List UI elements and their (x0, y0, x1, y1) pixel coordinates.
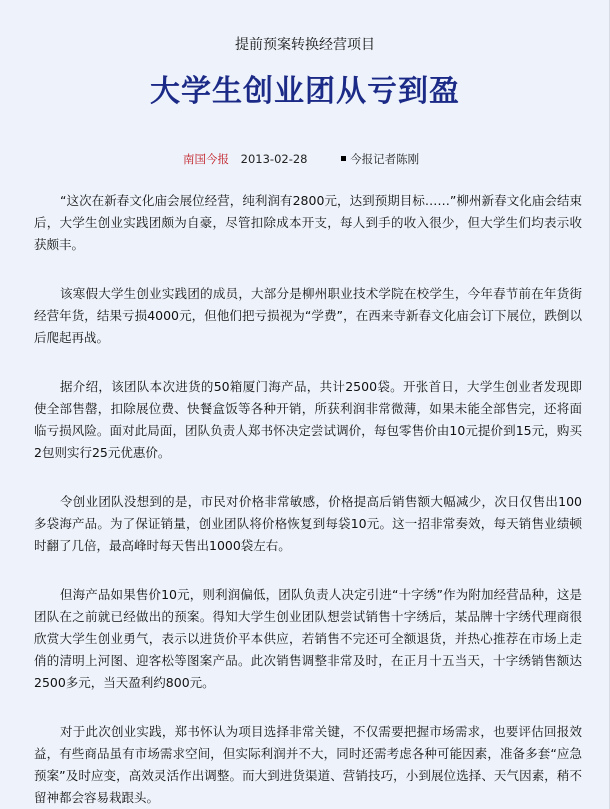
article-paragraph: 对于此次创业实践，郑书怀认为项目选择非常关键，不仅需要把握市场需求，也要评估回报效益，有些商品虽有市场需求空间，但实际利润并不大，同时还需考虑各种可能因素，准备多套“应急预案”及时应变，高效灵活作出调整。而大到进货渠道、营销技巧，小到展位选择、天气因素，稍不留神都会容易栽跟头。 (34, 724, 582, 805)
reporter-name: 今报记者陈刚 (350, 152, 420, 166)
article-byline (183, 151, 419, 167)
article-kicker: 提前预案转换经营项目 (235, 37, 375, 53)
article-paragraph: 但海产品如果售价10元，则利润偏低，团队负责人决定引进“十字绣”作为附加经营品种，这是团队在之前就已经做出的预案。得知大学生创业团队想尝试销售十字绣后，某品牌十字绣代理商很欣赏大学生创业勇气，表示以进货价平本供应，若销售不完还可全额退货，并热心推荐在市场上走俏的清明上河图、迎客松等图案产品。此次销售调整非常及时，在正月十五当天，十字绣销售额达2500多元，当天盈利约800元。 (34, 587, 582, 690)
article-paragraph: 令创业团队没想到的是，市民对价格非常敏感，价格提高后销售额大幅减少，次日仅售出100多袋海产品。为了保证销量，创业团队将价格恢复到每袋10元。这一招非常奏效，每天销售业绩顿时翻了几倍，最高峰时每天售出1000袋左右。 (34, 494, 582, 553)
bullet-icon (341, 156, 346, 161)
article-paragraph: 该寒假大学生创业实践团的成员，大部分是柳州职业技术学院在校学生，今年春节前在年货街经营年货，结果亏损4000元，但他们把亏损视为“学费”，在西来寺新春文化庙会订下展位，跌倒以后爬起再战。 (34, 286, 582, 345)
article-paragraph: “这次在新春文化庙会展位经营，纯利润有2800元，达到预期目标……”柳州新春文化庙会结束后，大学生创业实践团颇为自豪，尽管扣除成本开支，每人到手的收入很少，但大学生们均表示收获颇丰。 (34, 193, 582, 252)
article-paragraph: 据介绍，该团队本次进货的50箱厦门海产品，共计2500袋。开张首日，大学生创业者发现即使全部售罄，扣除展位费、快餐盒饭等各种开销，所获利润非常微薄，如果未能全部售完，还将面临亏损风险。面对此局面，团队负责人郑书怀决定尝试调价，每包零售价由10元提价到15元，购买2包则实行25元优惠价。 (34, 379, 582, 460)
publish-date: 2013-02-28 (240, 152, 308, 166)
source-link[interactable]: 南国今报 (183, 152, 229, 166)
article-body (34, 190, 582, 809)
article-headline: 大学生创业团从亏到盈 (150, 74, 460, 109)
